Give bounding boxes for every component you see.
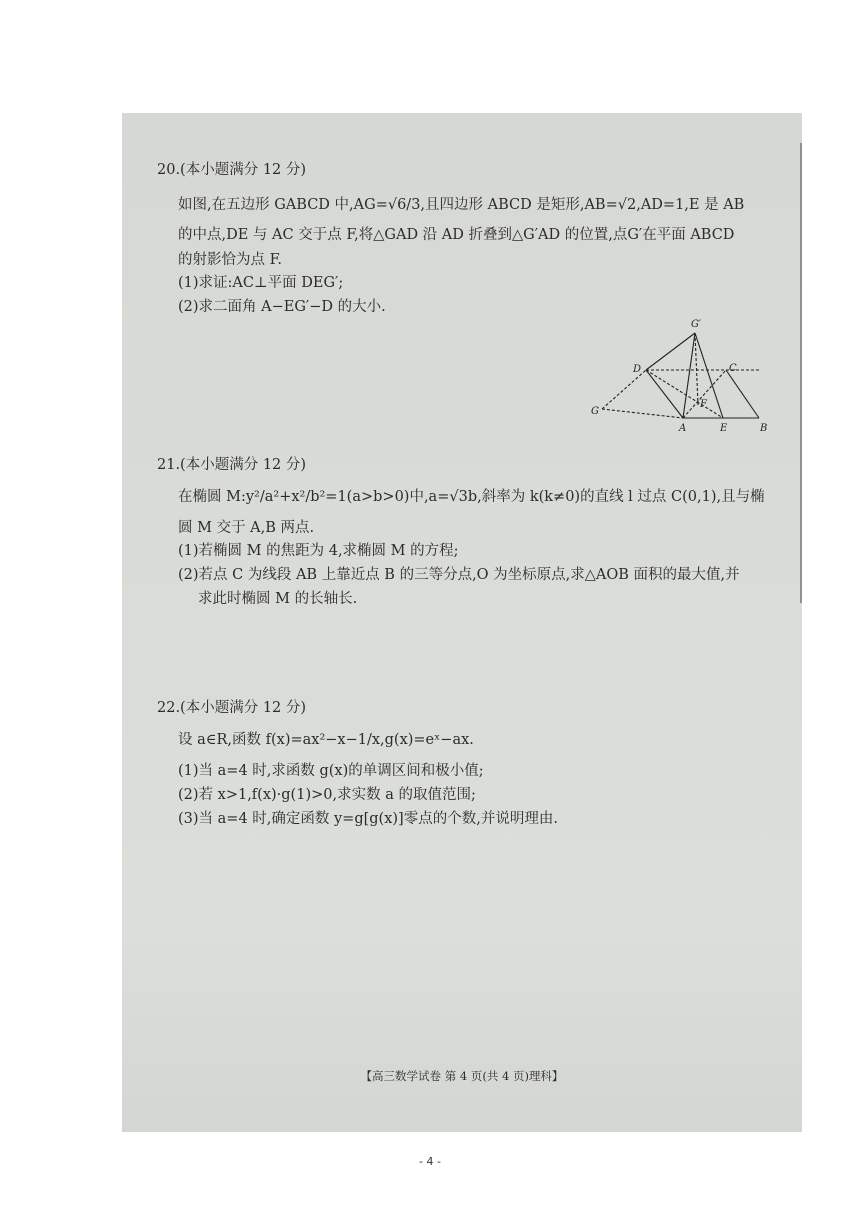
q21-part-1: (1)若椭圆 M 的焦距为 4,求椭圆 M 的方程; [178,543,459,559]
photographed-exam-page [122,113,802,1132]
q20-line-2: 的中点,DE 与 AC 交于点 F,将△GAD 沿 AD 折叠到△G′AD 的位置,点G′在平面 ABCD [178,227,735,243]
geometry-figure [585,313,785,438]
q21-heading: 21.(本小题满分 12 分) [157,457,307,473]
label-b: B [760,423,768,434]
q22-heading: 22.(本小题满分 12 分) [157,700,307,716]
label-c: C [729,363,737,374]
label-g-prime: G′ [691,319,702,330]
label-f: F [700,399,707,410]
q22-part-1: (1)当 a=4 时,求函数 g(x)的单调区间和极小值; [178,763,484,779]
q21-line-1: 在椭圆 M:y²/a²+x²/b²=1(a>b>0)中,a=√3b,斜率为 k(k≠0)的直线 l 过点 C(0,1),且与椭 [178,489,765,505]
pentagon-fold-diagram [585,313,785,438]
q20-line-1: 如图,在五边形 GABCD 中,AG=√6/3,且四边形 ABCD 是矩形,AB=√2,AD=1,E 是 AB [178,197,745,213]
q21-part-2b: 求此时椭圆 M 的长轴长. [198,591,358,607]
exam-footer: 【高三数学试卷 第 4 页(共 4 页)理科】 [360,1069,564,1083]
q21-line-2: 圆 M 交于 A,B 两点. [178,520,315,536]
label-a: A [679,423,687,434]
q22-line-1: 设 a∈R,函数 f(x)=ax²−x−1/x,g(x)=eˣ−ax. [178,732,474,748]
page-number: - 4 - [419,1155,441,1168]
q20-part-2: (2)求二面角 A−EG′−D 的大小. [178,299,386,315]
q20-heading: 20.(本小题满分 12 分) [157,162,307,178]
q22-part-3: (3)当 a=4 时,确定函数 y=g[g(x)]零点的个数,并说明理由. [178,811,558,827]
label-g: G [591,406,599,417]
q21-part-2a: (2)若点 C 为线段 AB 上靠近点 B 的三等分点,O 为坐标原点,求△AOB 面积的最大值,并 [178,567,740,583]
label-e: E [720,423,728,434]
q20-part-1: (1)求证:AC⊥平面 DEG′; [178,275,344,291]
label-d: D [633,364,642,375]
q22-part-2: (2)若 x>1,f(x)·g(1)>0,求实数 a 的取值范围; [178,787,476,803]
q20-line-3: 的射影恰为点 F. [178,252,283,268]
page-edge-shadow [800,143,802,603]
